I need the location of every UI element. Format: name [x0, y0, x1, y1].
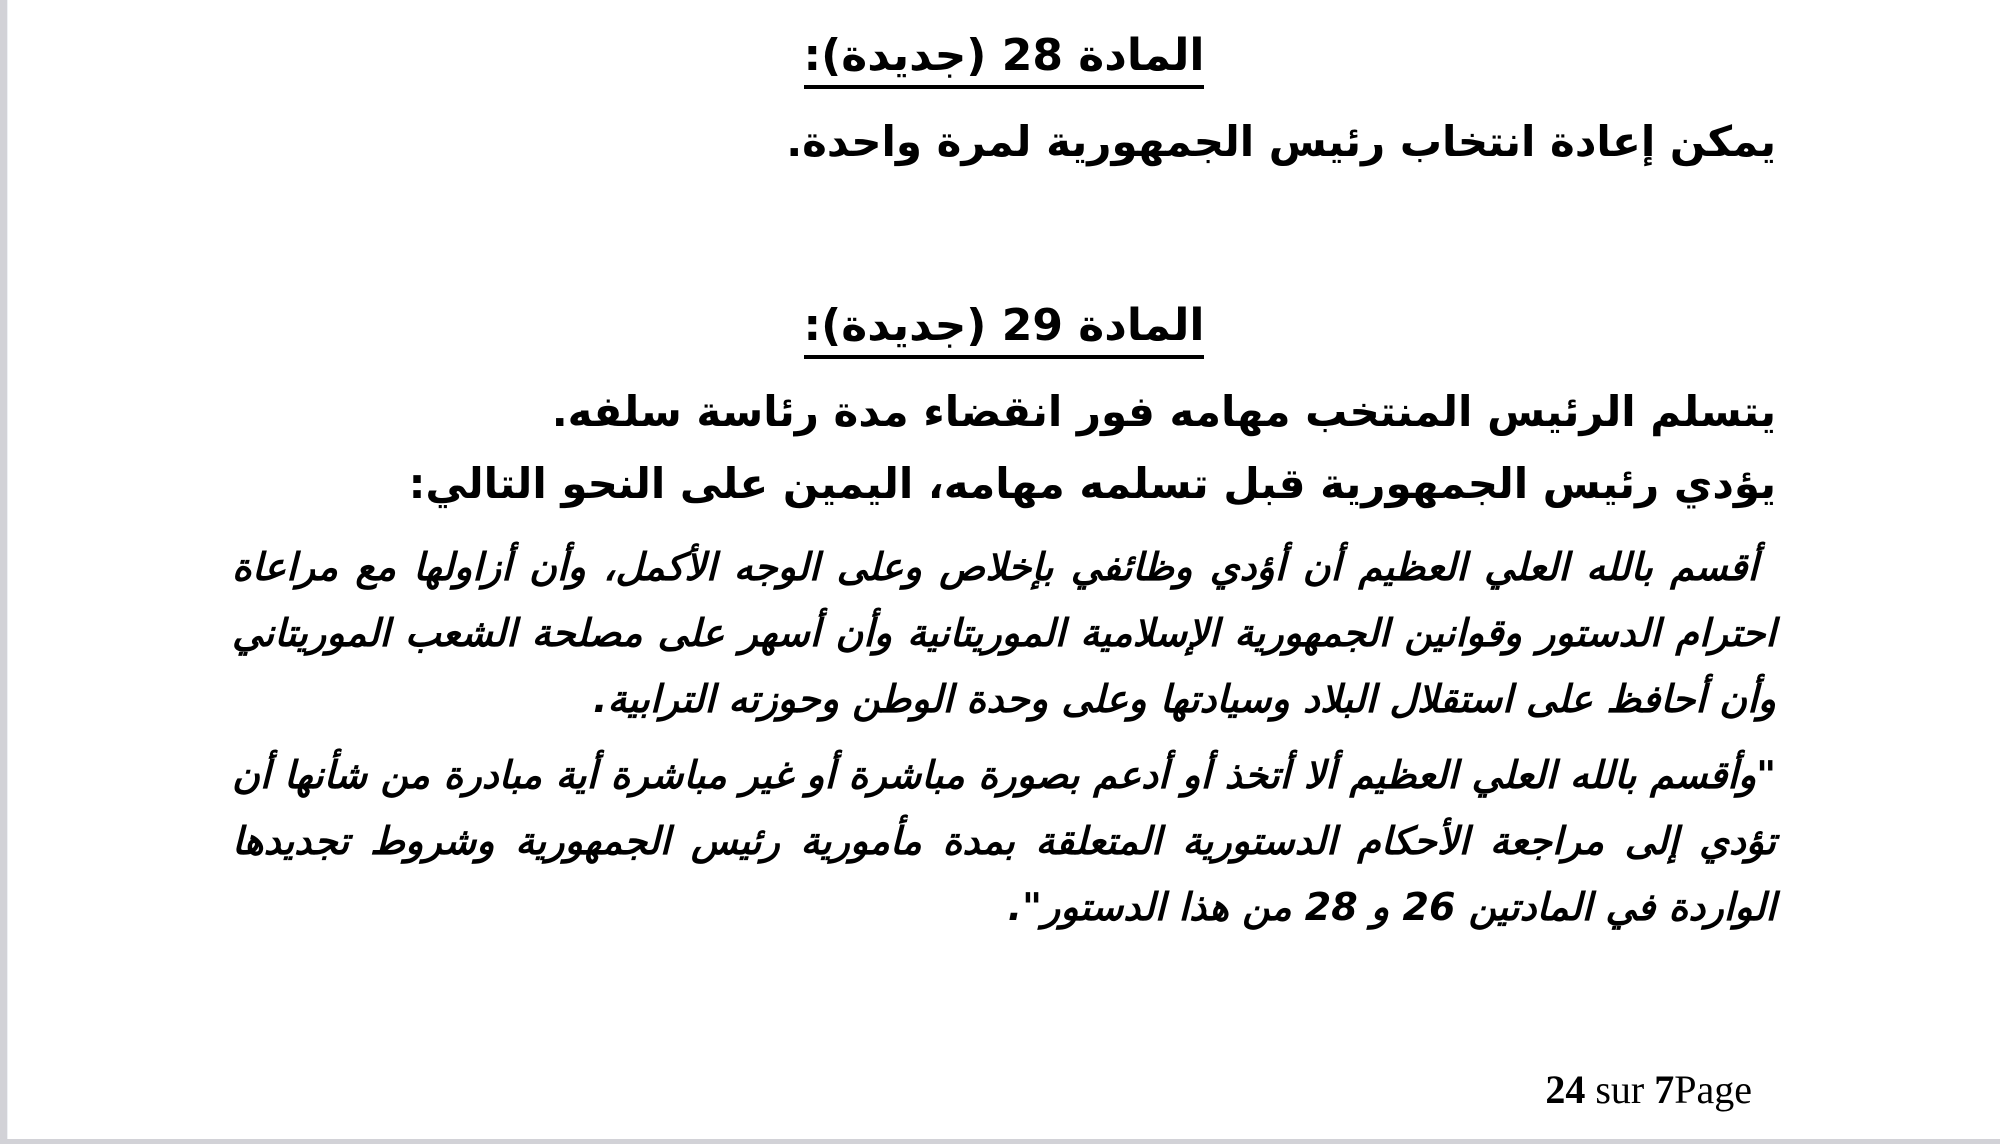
- article-28-paragraph: يمكن إعادة انتخاب رئيس الجمهورية لمرة واحدة.: [786, 117, 1776, 166]
- footer-page-label: Page: [1674, 1067, 1752, 1112]
- article-29-heading: [232, 290, 1776, 362]
- document-page: [7, 0, 2000, 1139]
- article-29-paragraph-2: يؤدي رئيس الجمهورية قبل تسلمه مهامه، اليمين على النحو التالي:: [408, 459, 1776, 508]
- article-29-heading-text: المادة 29 (جديدة):: [804, 300, 1205, 359]
- article-28-heading: [232, 20, 1776, 92]
- footer-total-pages: 24: [1545, 1067, 1586, 1112]
- footer-current-page: 7: [1654, 1067, 1675, 1112]
- article-29-paragraph-1: يتسلم الرئيس المنتخب مهامه فور انقضاء مدة رئاسة سلفه.: [551, 387, 1776, 436]
- oath-paragraph-1: أقسم بالله العلي العظيم أن أؤدي وظائفي بإخلاص وعلى الوجه الأكمل، وأن أزاولها مع مراعاة احترام الدستور وقوانين الجمهورية الإسلامية الموريتانية وأن أسهر على مصلحة الشعب الموريتاني وأن أحافظ على استقلال البلاد وسيادتها وعلى وحدة الوطن وحوزته الترابية.: [232, 545, 1776, 721]
- viewer-background-bottom-edge: [0, 1139, 2000, 1144]
- oath-paragraph-2: "وأقسم بالله العلي العظيم ألا أتخذ أو أدعم بصورة مباشرة أو غير مباشرة أية مبادرة من شأنها أن تؤدي إلى مراجعة الأحكام الدستورية المتعلقة بمدة مأمورية رئيس الجمهورية وشروط تجديدها الواردة في المادتين 26 و 28 من هذا الدستور".: [232, 753, 1776, 929]
- viewer-background-left-edge: [0, 0, 7, 1144]
- page-number-footer: [1545, 1066, 1752, 1113]
- article-28-heading-text: المادة 28 (جديدة):: [804, 30, 1205, 89]
- footer-separator: sur: [1585, 1067, 1655, 1112]
